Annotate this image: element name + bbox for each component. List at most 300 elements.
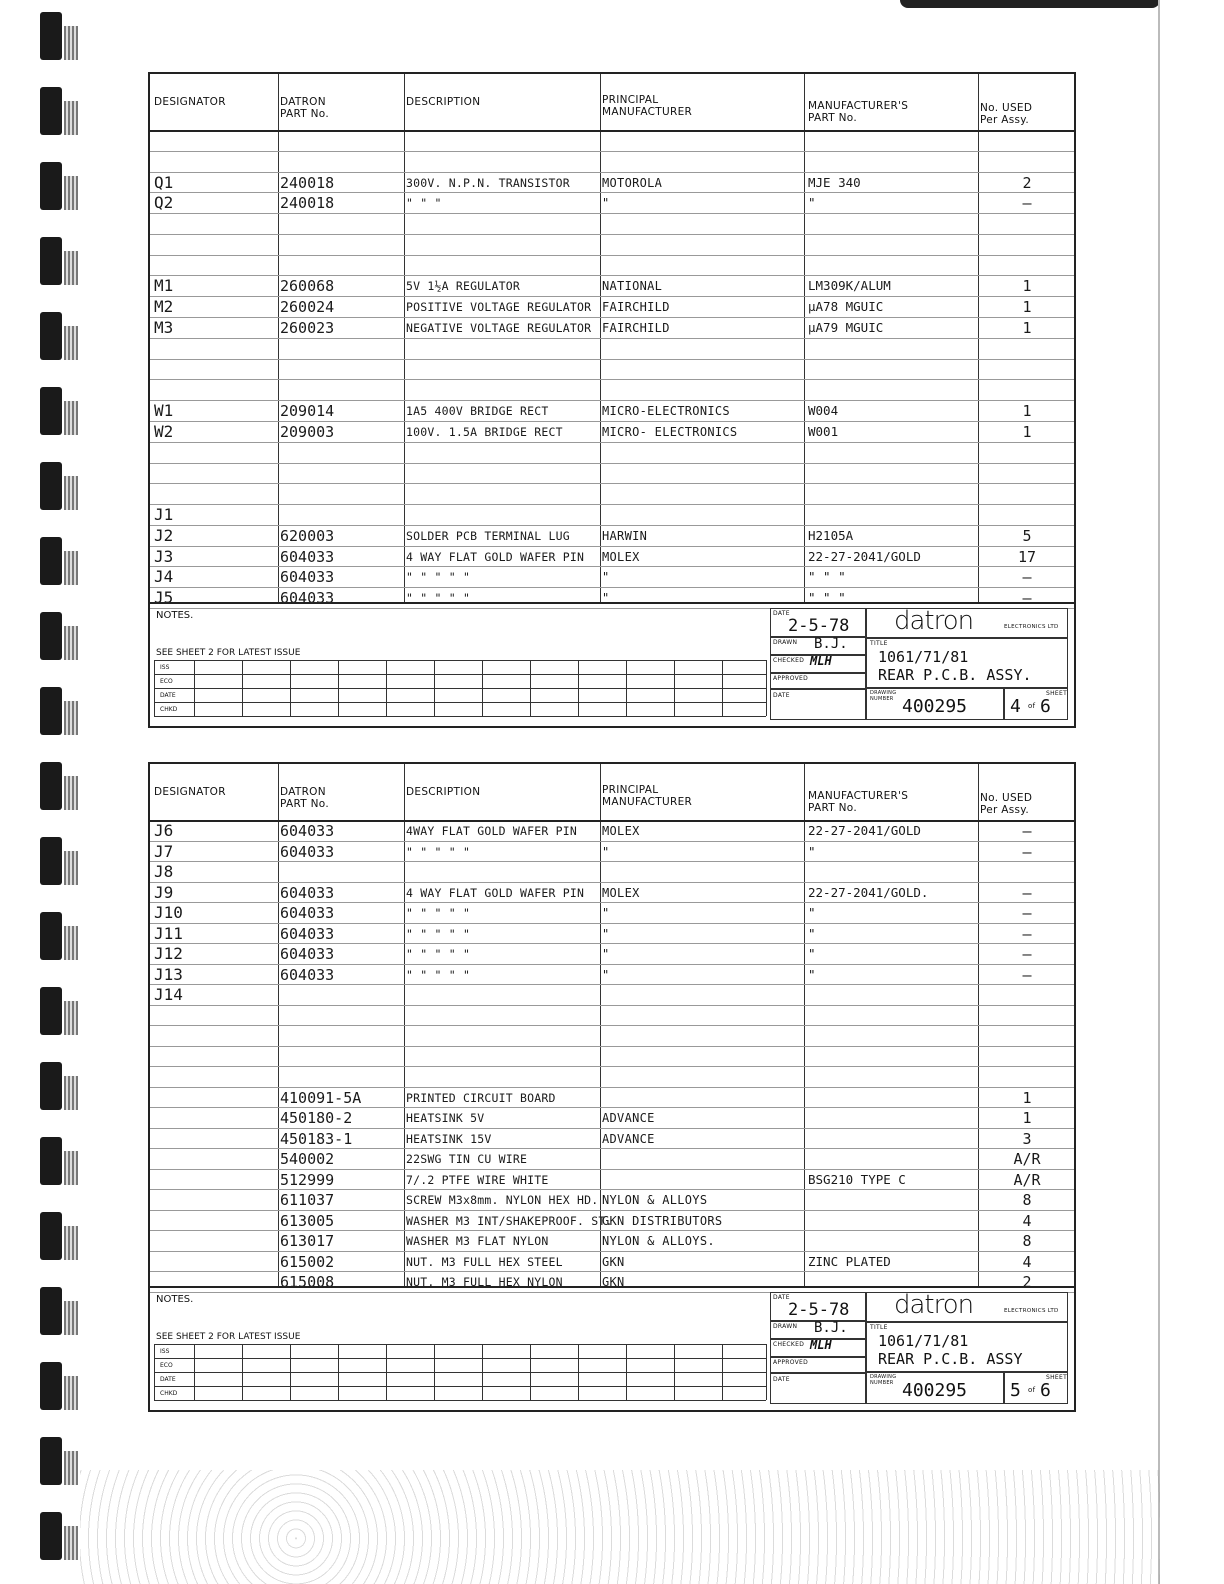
revision-grid-column (338, 660, 339, 716)
quantity-used-cell: — (1022, 904, 1032, 923)
binding-ring (40, 762, 62, 810)
description-cell: 4 WAY FLAT GOLD WAFER PIN (406, 885, 585, 900)
revision-grid-bottom (154, 716, 766, 731)
principal-manufacturer-cell (602, 1088, 802, 1108)
quantity-used-cell (980, 1047, 1074, 1067)
revision-grid-column (434, 1344, 435, 1400)
designator-cell: J6 (154, 821, 174, 840)
description-cell: " " " " " (406, 947, 471, 962)
quantity-used-cell: 4 (1022, 1252, 1032, 1271)
description-cell: NUT. M3 FULL HEX NYLON (406, 1275, 563, 1290)
designator-cell (154, 152, 272, 172)
principal-manufacturer-cell: MOLEX (602, 885, 640, 900)
designator-cell: J11 (154, 923, 183, 943)
principal-manufacturer-cell: " (602, 947, 610, 962)
manufacturers-part-no-cell: " (808, 946, 816, 962)
description-cell (406, 505, 598, 525)
page-edge (1158, 0, 1160, 1584)
table-row (150, 1087, 1074, 1109)
designator-cell: J5 (154, 588, 174, 608)
revision-grid-column (722, 1344, 723, 1400)
table-row (150, 1210, 1074, 1232)
principal-manufacturer-cell (602, 256, 802, 276)
quantity-used-cell: 1 (1022, 298, 1032, 317)
issue-note: SEE SHEET 2 FOR LATEST ISSUE (156, 648, 301, 658)
principal-manufacturer-cell (602, 1067, 802, 1087)
designator-cell: Q1 (154, 172, 174, 192)
designator-cell: J2 (154, 525, 174, 545)
quantity-used-cell (980, 360, 1074, 380)
sheet-label: SHEET (1046, 690, 1068, 697)
designator-cell (154, 1088, 272, 1108)
drawing-title-block (770, 1292, 1070, 1404)
datron-part-no-cell: 240018 (280, 173, 335, 192)
drawing-title-line2: REAR P.C.B. ASSY. (878, 666, 1032, 684)
description-cell: 100V. 1.5A BRIDGE RECT (406, 424, 563, 439)
revision-grid-column (338, 1344, 339, 1400)
principal-manufacturer-cell (602, 505, 802, 525)
binding-ring (40, 387, 62, 435)
datron-part-no-cell (280, 985, 400, 1005)
quantity-used-cell: 5 (1022, 526, 1032, 545)
datron-part-no-cell: 260024 (280, 298, 335, 317)
designator-cell: J8 (154, 862, 174, 882)
manufacturers-part-no-cell (808, 1149, 976, 1169)
description-cell (406, 235, 598, 255)
table-row (150, 841, 1074, 863)
description-cell: NEGATIVE VOLTAGE REGULATOR (406, 321, 592, 336)
description-cell (406, 214, 598, 234)
description-cell (406, 380, 598, 400)
designator-cell: J1 (154, 505, 174, 525)
revision-grid-column (386, 1344, 387, 1400)
drawn-label: DRAWN (773, 1323, 798, 1330)
binding-ring (40, 987, 62, 1035)
binding-ring (40, 1362, 62, 1410)
manufacturers-part-no-cell (808, 1108, 976, 1128)
description-cell: HEATSINK 5V (406, 1111, 485, 1126)
header-datron-part: DATRON PART No. (280, 786, 329, 810)
datron-part-no-cell: 604033 (280, 965, 335, 984)
table-header (150, 74, 1074, 132)
description-cell: " " " " " (406, 906, 471, 921)
datron-part-no-cell: 209014 (280, 402, 335, 421)
designator-cell: J10 (154, 903, 183, 923)
description-cell: SCREW M3x8mm. NYLON HEX HD. (406, 1193, 599, 1208)
revision-grid-column (154, 660, 155, 716)
principal-manufacturer-cell (602, 985, 802, 1005)
manufacturers-part-no-cell (808, 985, 976, 1005)
drawing-title-line1: 1061/71/81 (878, 648, 969, 666)
quantity-used-cell: 1 (1022, 402, 1032, 421)
designator-cell (154, 1006, 272, 1026)
header-no-used: No. USED Per Assy. (980, 792, 1033, 816)
designator-cell: W2 (154, 421, 174, 441)
description-cell (406, 1026, 598, 1046)
principal-manufacturer-cell (602, 1149, 802, 1169)
approval-date-label: DATE (773, 1376, 790, 1383)
table-row (150, 861, 1074, 883)
manufacturers-part-no-cell: µA78 MGUIC (808, 299, 884, 315)
principal-manufacturer-cell: MOLEX (602, 824, 640, 838)
table-row (150, 1230, 1074, 1252)
designator-cell (154, 1129, 272, 1149)
table-row (150, 172, 1074, 194)
manufacturers-part-no-cell (808, 214, 976, 234)
header-datron-part: DATRON PART No. (280, 96, 329, 120)
principal-manufacturer-cell (602, 443, 802, 463)
table-row (150, 213, 1074, 235)
quantity-used-cell: 4 (1022, 1211, 1032, 1230)
designator-cell (154, 131, 272, 151)
designator-cell (154, 1170, 272, 1190)
quantity-used-cell: 1 (1022, 422, 1032, 441)
table-row (150, 902, 1074, 924)
datron-part-no-cell (280, 214, 400, 234)
quantity-used-cell: 1 (1022, 319, 1032, 338)
manufacturers-part-no-cell (808, 360, 976, 380)
principal-manufacturer-cell (602, 1026, 802, 1046)
approved-label: APPROVED (773, 675, 809, 682)
description-cell (406, 1047, 598, 1067)
manufacturers-part-no-cell: " (808, 195, 816, 211)
designator-cell (154, 1047, 272, 1067)
description-cell: 22SWG TIN CU WIRE (406, 1152, 528, 1167)
binding-ring (40, 1437, 62, 1485)
binding-ring (40, 1137, 62, 1185)
datron-part-no-cell: 260068 (280, 277, 335, 296)
manufacturers-part-no-cell (808, 380, 976, 400)
signature-divider (770, 1356, 866, 1358)
revision-grid-column (290, 1344, 291, 1400)
header-description: DESCRIPTION (406, 96, 481, 108)
designator-cell: W1 (154, 401, 174, 421)
table-row (150, 1128, 1074, 1150)
principal-manufacturer-cell: MOLEX (602, 549, 640, 564)
quantity-used-cell (980, 152, 1074, 172)
scan-noise (80, 1470, 1160, 1584)
quantity-used-cell: 2 (1022, 173, 1032, 192)
binding-ring (40, 837, 62, 885)
binding-ring (40, 687, 62, 735)
revision-grid-column (194, 660, 195, 716)
sheet-number: 4 (1010, 696, 1021, 717)
binding-ring (40, 912, 62, 960)
manufacturers-part-no-cell: H2105A (808, 527, 854, 543)
principal-manufacturer-cell: " (602, 844, 610, 859)
manufacturers-part-no-cell (808, 152, 976, 172)
description-cell (406, 862, 598, 882)
quantity-used-cell: A/R (1013, 1150, 1041, 1169)
datron-part-no-cell: 260023 (280, 319, 335, 338)
manufacturers-part-no-cell: 22-27-2041/GOLD (808, 823, 921, 838)
table-row (150, 400, 1074, 422)
designator-cell: J13 (154, 964, 183, 984)
datron-part-no-cell (280, 1067, 400, 1087)
datron-part-no-cell (280, 380, 400, 400)
designator-cell: J3 (154, 546, 174, 566)
quantity-used-cell: — (1022, 822, 1032, 840)
designator-cell (154, 443, 272, 463)
header-manufacturers-part: MANUFACTURER'S PART No. (808, 100, 909, 124)
company-subtitle: ELECTRONICS LTD (1004, 624, 1059, 630)
principal-manufacturer-cell (602, 1170, 802, 1190)
designator-cell (154, 380, 272, 400)
designator-cell: J14 (154, 985, 183, 1005)
manufacturers-part-no-cell: ZINC PLATED (808, 1253, 891, 1269)
principal-manufacturer-cell: ADVANCE (602, 1131, 655, 1146)
manufacturers-part-no-cell: " " " (808, 590, 846, 606)
signature-divider (770, 1372, 866, 1374)
revision-grid-label: ISS (160, 664, 170, 671)
datron-part-no-cell: 613017 (280, 1232, 335, 1251)
table-row (150, 1169, 1074, 1191)
description-cell: NUT. M3 FULL HEX STEEL (406, 1254, 563, 1269)
revision-grid-column (530, 660, 531, 716)
quantity-used-cell: — (1022, 945, 1032, 964)
sheet-total: 6 (1040, 696, 1051, 717)
issue-note: SEE SHEET 2 FOR LATEST ISSUE (156, 1332, 301, 1342)
date-label: DATE (773, 610, 790, 617)
manufacturers-part-no-cell: µA79 MGUIC (808, 320, 884, 336)
datron-part-no-cell: 615008 (280, 1273, 335, 1292)
table-row (150, 820, 1074, 842)
checked-by: MLH (810, 1338, 832, 1352)
sheet-label: SHEET (1046, 1374, 1068, 1381)
revision-grid-column (482, 1344, 483, 1400)
drawn-label: DRAWN (773, 639, 798, 646)
binding-ring (40, 1512, 62, 1560)
description-cell: 4WAY FLAT GOLD WAFER PIN (406, 824, 577, 838)
table-row (150, 192, 1074, 214)
binding-ring (40, 537, 62, 585)
revision-grid-column (626, 660, 627, 716)
description-cell: POSITIVE VOLTAGE REGULATOR (406, 300, 592, 315)
designator-cell (154, 1108, 272, 1128)
datron-part-no-cell: 540002 (280, 1150, 335, 1169)
quantity-used-cell (980, 339, 1074, 359)
description-cell: 1A5 400V BRIDGE RECT (406, 404, 549, 419)
table-row (150, 1025, 1074, 1047)
header-principal-manufacturer: PRINCIPAL MANUFACTURER (602, 784, 693, 808)
datron-part-no-cell: 604033 (280, 842, 335, 861)
datron-part-no-cell (280, 235, 400, 255)
table-row (150, 1005, 1074, 1027)
description-cell: " " " " " (406, 591, 471, 606)
designator-cell: M3 (154, 318, 174, 338)
approved-label: APPROVED (773, 1359, 809, 1366)
manufacturers-part-no-cell (808, 1211, 976, 1231)
description-cell: SOLDER PCB TERMINAL LUG (406, 528, 570, 543)
principal-manufacturer-cell: HARWIN (602, 528, 648, 543)
sheet-number: 5 (1010, 1380, 1021, 1401)
principal-manufacturer-cell: GKN (602, 1275, 625, 1290)
issue-date: 2-5-78 (788, 1300, 850, 1320)
datron-part-no-cell (280, 131, 400, 151)
table-row (150, 984, 1074, 1006)
revision-grid-column (626, 1344, 627, 1400)
quantity-used-cell (980, 505, 1074, 525)
binding-ring (40, 312, 62, 360)
quantity-used-cell: — (1022, 924, 1032, 943)
principal-manufacturer-cell (602, 131, 802, 151)
quantity-used-cell (980, 380, 1074, 400)
quantity-used-cell: — (1022, 883, 1032, 902)
quantity-used-cell: A/R (1013, 1170, 1041, 1189)
quantity-used-cell (980, 862, 1074, 882)
manufacturers-part-no-cell (808, 256, 976, 276)
quantity-used-cell (980, 484, 1074, 504)
datron-logo: datron (894, 606, 974, 636)
datron-part-no-cell (280, 152, 400, 172)
manufacturers-part-no-cell (808, 339, 976, 359)
principal-manufacturer-cell (602, 1047, 802, 1067)
datron-part-no-cell (280, 1006, 400, 1026)
datron-part-no-cell: 615002 (280, 1252, 335, 1271)
signature-divider (770, 688, 866, 690)
designator-cell: J9 (154, 882, 174, 902)
manufacturers-part-no-cell: W004 (808, 403, 839, 419)
datron-part-no-cell: 604033 (280, 589, 335, 608)
parts-list-sheet-5 (148, 762, 1076, 1412)
description-cell: PRINTED CIRCUIT BOARD (406, 1090, 556, 1105)
datron-part-no-cell: 604033 (280, 945, 335, 964)
description-cell (406, 464, 598, 484)
principal-manufacturer-cell (602, 152, 802, 172)
parts-list-sheet-4 (148, 72, 1076, 728)
datron-part-no-cell (280, 360, 400, 380)
manufacturers-part-no-cell (808, 862, 976, 882)
drawing-number-label: DRAWING NUMBER (870, 690, 897, 702)
revision-grid-label: ISS (160, 1348, 170, 1355)
description-cell (406, 985, 598, 1005)
principal-manufacturer-cell (602, 214, 802, 234)
table-row (150, 504, 1074, 526)
revision-grid-column (154, 1344, 155, 1400)
table-row (150, 151, 1074, 173)
datron-part-no-cell (280, 464, 400, 484)
revision-grid (154, 1344, 766, 1400)
table-row (150, 317, 1074, 339)
description-cell (406, 339, 598, 359)
description-cell: WASHER M3 FLAT NYLON (406, 1234, 549, 1249)
table-row (150, 379, 1074, 401)
principal-manufacturer-cell: " (602, 967, 610, 982)
principal-manufacturer-cell (602, 339, 802, 359)
header-description: DESCRIPTION (406, 786, 481, 798)
binding-ring (40, 1287, 62, 1335)
table-row (150, 359, 1074, 381)
datron-part-no-cell: 450180-2 (280, 1109, 353, 1128)
manufacturers-part-no-cell (808, 1231, 976, 1251)
manufacturers-part-no-cell (808, 484, 976, 504)
datron-part-no-cell: 611037 (280, 1191, 335, 1210)
binding-ring (40, 462, 62, 510)
designator-cell (154, 1231, 272, 1251)
table-row (150, 483, 1074, 505)
quantity-used-cell: 1 (1022, 1109, 1032, 1128)
checked-label: CHECKED (773, 657, 805, 664)
binding-ring (40, 12, 62, 60)
revision-grid-column (194, 1344, 195, 1400)
table-row (150, 442, 1074, 464)
manufacturers-part-no-cell: 22-27-2041/GOLD (808, 548, 921, 564)
designator-cell (154, 1149, 272, 1169)
designator-cell: J4 (154, 567, 174, 587)
sheet-of-label: of (1028, 1386, 1036, 1394)
manufacturers-part-no-cell (808, 1006, 976, 1026)
table-row (150, 566, 1074, 588)
manufacturers-part-no-cell: LM309K/ALUM (808, 278, 891, 294)
signature-divider (770, 672, 866, 674)
binding-ring (40, 162, 62, 210)
checked-by: MLH (810, 654, 832, 668)
datron-part-no-cell (280, 484, 400, 504)
description-cell (406, 360, 598, 380)
notes-label: NOTES. (156, 1294, 194, 1305)
description-cell (406, 484, 598, 504)
designator-cell (154, 256, 272, 276)
revision-grid-bottom (154, 1400, 766, 1415)
sheet-of-label: of (1028, 702, 1036, 710)
principal-manufacturer-cell: GKN DISTRIBUTORS (602, 1213, 723, 1228)
manufacturers-part-no-cell (808, 131, 976, 151)
revision-grid-label: ECO (160, 1362, 173, 1369)
quantity-used-cell (980, 1026, 1074, 1046)
revision-grid-column (530, 1344, 531, 1400)
revision-grid-column (674, 1344, 675, 1400)
principal-manufacturer-cell: " (602, 196, 610, 211)
manufacturers-part-no-cell: " (808, 905, 816, 921)
quantity-used-cell: — (1022, 589, 1032, 608)
designator-cell (154, 1190, 272, 1210)
principal-manufacturer-cell: " (602, 570, 610, 585)
principal-manufacturer-cell (602, 235, 802, 255)
drawing-number: 400295 (902, 696, 968, 717)
principal-manufacturer-cell: FAIRCHILD (602, 300, 670, 315)
description-cell (406, 152, 598, 172)
quantity-used-cell: 2 (1022, 1273, 1032, 1292)
revision-grid-column (386, 660, 387, 716)
description-cell (406, 256, 598, 276)
date-label: DATE (773, 1294, 790, 1301)
table-row (150, 1148, 1074, 1170)
quantity-used-cell: — (1022, 842, 1032, 861)
datron-part-no-cell: 604033 (280, 924, 335, 943)
header-principal-manufacturer: PRINCIPAL MANUFACTURER (602, 94, 693, 118)
description-cell (406, 1006, 598, 1026)
datron-part-no-cell: 604033 (280, 883, 335, 902)
datron-part-no-cell (280, 339, 400, 359)
description-cell: HEATSINK 15V (406, 1131, 492, 1146)
table-row (150, 1107, 1074, 1129)
designator-cell (154, 464, 272, 484)
description-cell: 4 WAY FLAT GOLD WAFER PIN (406, 549, 585, 564)
binding-ring (40, 1062, 62, 1110)
quantity-used-cell (980, 985, 1074, 1005)
table-row (150, 882, 1074, 904)
quantity-used-cell (980, 235, 1074, 255)
table-row (150, 1066, 1074, 1088)
principal-manufacturer-cell: GKN (602, 1254, 625, 1269)
scan-shadow (900, 0, 1160, 8)
principal-manufacturer-cell (602, 1006, 802, 1026)
quantity-used-cell (980, 131, 1074, 151)
datron-part-no-cell (280, 505, 400, 525)
table-row (150, 525, 1074, 547)
datron-part-no-cell: 604033 (280, 568, 335, 587)
revision-grid-label: DATE (160, 692, 176, 699)
